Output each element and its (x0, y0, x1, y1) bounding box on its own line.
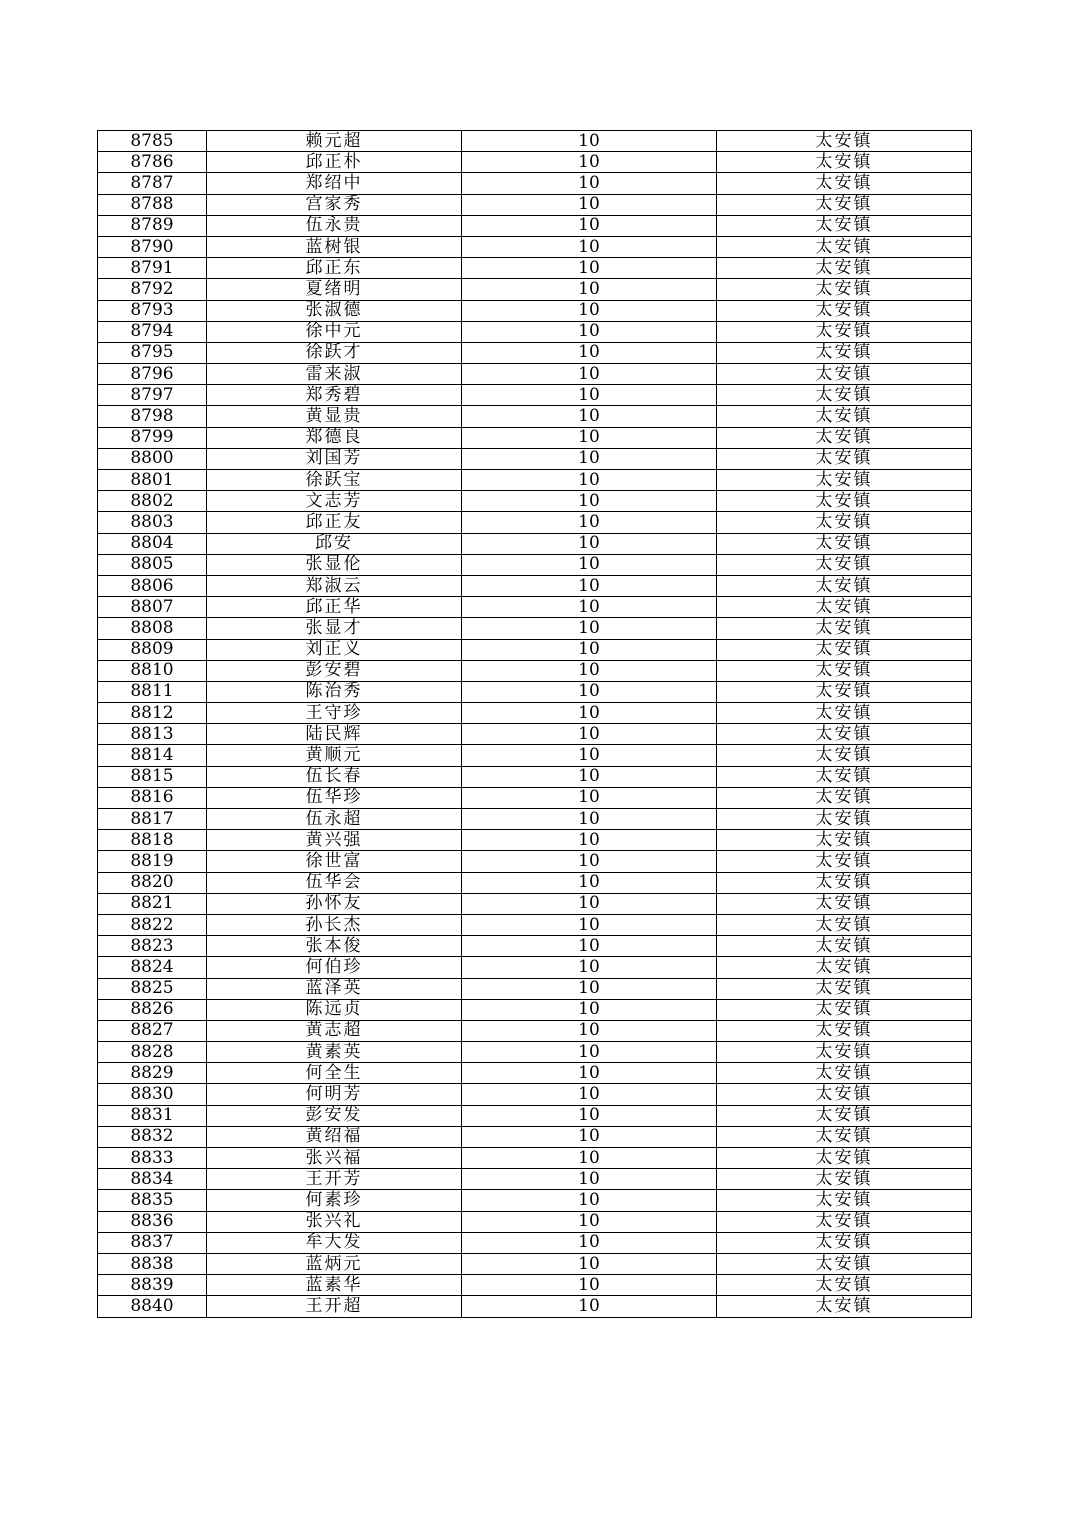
row-number-cell: 8822 (98, 914, 207, 935)
row-number-cell: 8806 (98, 575, 207, 596)
table-row (98, 1063, 972, 1084)
row-number-cell: 8818 (98, 830, 207, 851)
amount-cell: 10 (462, 194, 717, 215)
amount-cell: 10 (462, 1211, 717, 1232)
table-row (98, 681, 972, 702)
roster-table (97, 130, 972, 1318)
name-cell: 伍永超 (207, 809, 462, 830)
name-cell: 陆民辉 (207, 724, 462, 745)
table-row (98, 999, 972, 1020)
amount-cell: 10 (462, 978, 717, 999)
town-cell: 太安镇 (717, 618, 972, 639)
name-cell: 何伯珍 (207, 957, 462, 978)
town-cell: 太安镇 (717, 173, 972, 194)
name-cell: 徐跃才 (207, 342, 462, 363)
table-row (98, 533, 972, 554)
name-cell: 张显才 (207, 618, 462, 639)
row-number-cell: 8830 (98, 1084, 207, 1105)
name-cell: 陈远贞 (207, 999, 462, 1020)
table-row (98, 1296, 972, 1317)
town-cell: 太安镇 (717, 533, 972, 554)
name-cell: 王守珍 (207, 703, 462, 724)
town-cell: 太安镇 (717, 851, 972, 872)
amount-cell: 10 (462, 936, 717, 957)
town-cell: 太安镇 (717, 957, 972, 978)
amount-cell: 10 (462, 427, 717, 448)
table-row (98, 385, 972, 406)
town-cell: 太安镇 (717, 1211, 972, 1232)
name-cell: 邱正东 (207, 258, 462, 279)
name-cell: 黄绍福 (207, 1126, 462, 1147)
town-cell: 太安镇 (717, 660, 972, 681)
town-cell: 太安镇 (717, 809, 972, 830)
name-cell: 孙怀友 (207, 893, 462, 914)
row-number-cell: 8793 (98, 300, 207, 321)
town-cell: 太安镇 (717, 914, 972, 935)
name-cell: 张兴福 (207, 1148, 462, 1169)
amount-cell: 10 (462, 957, 717, 978)
town-cell: 太安镇 (717, 1084, 972, 1105)
amount-cell: 10 (462, 1084, 717, 1105)
town-cell: 太安镇 (717, 1232, 972, 1253)
table-row (98, 872, 972, 893)
name-cell: 黄志超 (207, 1020, 462, 1041)
table-row (98, 448, 972, 469)
town-cell: 太安镇 (717, 787, 972, 808)
row-number-cell: 8803 (98, 512, 207, 533)
town-cell: 太安镇 (717, 703, 972, 724)
amount-cell: 10 (462, 1148, 717, 1169)
row-number-cell: 8833 (98, 1148, 207, 1169)
table-row (98, 1105, 972, 1126)
amount-cell: 10 (462, 703, 717, 724)
name-cell: 黄显贵 (207, 406, 462, 427)
town-cell: 太安镇 (717, 300, 972, 321)
town-cell: 太安镇 (717, 470, 972, 491)
name-cell: 何全生 (207, 1063, 462, 1084)
town-cell: 太安镇 (717, 1020, 972, 1041)
name-cell: 邱安 (207, 533, 462, 554)
town-cell: 太安镇 (717, 554, 972, 575)
town-cell: 太安镇 (717, 936, 972, 957)
amount-cell: 10 (462, 533, 717, 554)
name-cell: 王开芳 (207, 1169, 462, 1190)
name-cell: 宫家秀 (207, 194, 462, 215)
town-cell: 太安镇 (717, 597, 972, 618)
amount-cell: 10 (462, 872, 717, 893)
amount-cell: 10 (462, 385, 717, 406)
amount-cell: 10 (462, 1296, 717, 1317)
name-cell: 张淑德 (207, 300, 462, 321)
amount-cell: 10 (462, 639, 717, 660)
name-cell: 郑德良 (207, 427, 462, 448)
table-row (98, 131, 972, 152)
row-number-cell: 8785 (98, 131, 207, 152)
row-number-cell: 8799 (98, 427, 207, 448)
town-cell: 太安镇 (717, 194, 972, 215)
town-cell: 太安镇 (717, 1253, 972, 1274)
row-number-cell: 8791 (98, 258, 207, 279)
row-number-cell: 8835 (98, 1190, 207, 1211)
town-cell: 太安镇 (717, 1042, 972, 1063)
amount-cell: 10 (462, 342, 717, 363)
amount-cell: 10 (462, 893, 717, 914)
row-number-cell: 8824 (98, 957, 207, 978)
name-cell: 伍华会 (207, 872, 462, 893)
table-row (98, 978, 972, 999)
row-number-cell: 8816 (98, 787, 207, 808)
town-cell: 太安镇 (717, 766, 972, 787)
town-cell: 太安镇 (717, 1275, 972, 1296)
amount-cell: 10 (462, 1253, 717, 1274)
table-row (98, 1275, 972, 1296)
row-number-cell: 8801 (98, 470, 207, 491)
name-cell: 雷来淑 (207, 364, 462, 385)
row-number-cell: 8831 (98, 1105, 207, 1126)
town-cell: 太安镇 (717, 724, 972, 745)
name-cell: 郑绍中 (207, 173, 462, 194)
table-row (98, 1148, 972, 1169)
amount-cell: 10 (462, 470, 717, 491)
table-row (98, 512, 972, 533)
roster-table-body (98, 131, 972, 1318)
table-row (98, 1232, 972, 1253)
row-number-cell: 8804 (98, 533, 207, 554)
row-number-cell: 8825 (98, 978, 207, 999)
amount-cell: 10 (462, 914, 717, 935)
table-row (98, 787, 972, 808)
row-number-cell: 8813 (98, 724, 207, 745)
town-cell: 太安镇 (717, 1148, 972, 1169)
town-cell: 太安镇 (717, 385, 972, 406)
amount-cell: 10 (462, 618, 717, 639)
name-cell: 赖元超 (207, 131, 462, 152)
row-number-cell: 8795 (98, 342, 207, 363)
amount-cell: 10 (462, 173, 717, 194)
town-cell: 太安镇 (717, 872, 972, 893)
table-row (98, 851, 972, 872)
name-cell: 徐中元 (207, 321, 462, 342)
town-cell: 太安镇 (717, 152, 972, 173)
table-row (98, 491, 972, 512)
amount-cell: 10 (462, 1063, 717, 1084)
town-cell: 太安镇 (717, 215, 972, 236)
row-number-cell: 8838 (98, 1253, 207, 1274)
amount-cell: 10 (462, 1190, 717, 1211)
town-cell: 太安镇 (717, 1126, 972, 1147)
row-number-cell: 8798 (98, 406, 207, 427)
town-cell: 太安镇 (717, 491, 972, 512)
row-number-cell: 8794 (98, 321, 207, 342)
name-cell: 伍华珍 (207, 787, 462, 808)
table-row (98, 1211, 972, 1232)
amount-cell: 10 (462, 809, 717, 830)
amount-cell: 10 (462, 491, 717, 512)
table-row (98, 830, 972, 851)
row-number-cell: 8787 (98, 173, 207, 194)
row-number-cell: 8807 (98, 597, 207, 618)
name-cell: 张兴礼 (207, 1211, 462, 1232)
row-number-cell: 8821 (98, 893, 207, 914)
name-cell: 刘国芳 (207, 448, 462, 469)
row-number-cell: 8812 (98, 703, 207, 724)
town-cell: 太安镇 (717, 575, 972, 596)
row-number-cell: 8809 (98, 639, 207, 660)
town-cell: 太安镇 (717, 279, 972, 300)
town-cell: 太安镇 (717, 1169, 972, 1190)
amount-cell: 10 (462, 152, 717, 173)
table-row (98, 1169, 972, 1190)
amount-cell: 10 (462, 279, 717, 300)
table-row (98, 1126, 972, 1147)
row-number-cell: 8789 (98, 215, 207, 236)
table-row (98, 1042, 972, 1063)
row-number-cell: 8823 (98, 936, 207, 957)
row-number-cell: 8834 (98, 1169, 207, 1190)
row-number-cell: 8796 (98, 364, 207, 385)
name-cell: 蓝素华 (207, 1275, 462, 1296)
name-cell: 孙长杰 (207, 914, 462, 935)
amount-cell: 10 (462, 787, 717, 808)
name-cell: 夏绪明 (207, 279, 462, 300)
row-number-cell: 8832 (98, 1126, 207, 1147)
town-cell: 太安镇 (717, 131, 972, 152)
table-row (98, 766, 972, 787)
table-row (98, 173, 972, 194)
amount-cell: 10 (462, 999, 717, 1020)
amount-cell: 10 (462, 131, 717, 152)
row-number-cell: 8790 (98, 236, 207, 257)
amount-cell: 10 (462, 512, 717, 533)
name-cell: 文志芳 (207, 491, 462, 512)
name-cell: 郑秀碧 (207, 385, 462, 406)
table-row (98, 194, 972, 215)
name-cell: 伍永贵 (207, 215, 462, 236)
name-cell: 何明芳 (207, 1084, 462, 1105)
town-cell: 太安镇 (717, 427, 972, 448)
name-cell: 彭安发 (207, 1105, 462, 1126)
table-row (98, 215, 972, 236)
row-number-cell: 8836 (98, 1211, 207, 1232)
name-cell: 黄兴强 (207, 830, 462, 851)
row-number-cell: 8819 (98, 851, 207, 872)
table-row (98, 575, 972, 596)
row-number-cell: 8786 (98, 152, 207, 173)
row-number-cell: 8815 (98, 766, 207, 787)
table-row (98, 236, 972, 257)
row-number-cell: 8814 (98, 745, 207, 766)
table-row (98, 1020, 972, 1041)
table-row (98, 554, 972, 575)
table-row (98, 152, 972, 173)
row-number-cell: 8837 (98, 1232, 207, 1253)
table-row (98, 618, 972, 639)
town-cell: 太安镇 (717, 830, 972, 851)
table-row (98, 321, 972, 342)
table-row (98, 703, 972, 724)
name-cell: 彭安碧 (207, 660, 462, 681)
table-row (98, 809, 972, 830)
amount-cell: 10 (462, 321, 717, 342)
town-cell: 太安镇 (717, 236, 972, 257)
amount-cell: 10 (462, 660, 717, 681)
row-number-cell: 8802 (98, 491, 207, 512)
town-cell: 太安镇 (717, 448, 972, 469)
table-row (98, 342, 972, 363)
table-row (98, 1084, 972, 1105)
amount-cell: 10 (462, 575, 717, 596)
town-cell: 太安镇 (717, 978, 972, 999)
row-number-cell: 8840 (98, 1296, 207, 1317)
row-number-cell: 8828 (98, 1042, 207, 1063)
row-number-cell: 8792 (98, 279, 207, 300)
town-cell: 太安镇 (717, 1063, 972, 1084)
row-number-cell: 8805 (98, 554, 207, 575)
name-cell: 伍长春 (207, 766, 462, 787)
row-number-cell: 8839 (98, 1275, 207, 1296)
table-row (98, 406, 972, 427)
town-cell: 太安镇 (717, 745, 972, 766)
name-cell: 王开超 (207, 1296, 462, 1317)
table-row (98, 957, 972, 978)
table-row (98, 470, 972, 491)
name-cell: 黄顺元 (207, 745, 462, 766)
name-cell: 邱正友 (207, 512, 462, 533)
name-cell: 张显伦 (207, 554, 462, 575)
amount-cell: 10 (462, 1232, 717, 1253)
name-cell: 刘正义 (207, 639, 462, 660)
town-cell: 太安镇 (717, 258, 972, 279)
row-number-cell: 8829 (98, 1063, 207, 1084)
table-row (98, 364, 972, 385)
name-cell: 邱正华 (207, 597, 462, 618)
name-cell: 邱正朴 (207, 152, 462, 173)
town-cell: 太安镇 (717, 1190, 972, 1211)
table-row (98, 745, 972, 766)
town-cell: 太安镇 (717, 364, 972, 385)
town-cell: 太安镇 (717, 342, 972, 363)
table-row (98, 914, 972, 935)
row-number-cell: 8797 (98, 385, 207, 406)
amount-cell: 10 (462, 1275, 717, 1296)
name-cell: 蓝泽英 (207, 978, 462, 999)
table-row (98, 1190, 972, 1211)
table-row (98, 258, 972, 279)
town-cell: 太安镇 (717, 321, 972, 342)
table-row (98, 427, 972, 448)
table-row (98, 279, 972, 300)
town-cell: 太安镇 (717, 406, 972, 427)
amount-cell: 10 (462, 554, 717, 575)
row-number-cell: 8810 (98, 660, 207, 681)
town-cell: 太安镇 (717, 1105, 972, 1126)
name-cell: 徐世富 (207, 851, 462, 872)
amount-cell: 10 (462, 1020, 717, 1041)
name-cell: 张本俊 (207, 936, 462, 957)
row-number-cell: 8827 (98, 1020, 207, 1041)
row-number-cell: 8817 (98, 809, 207, 830)
amount-cell: 10 (462, 766, 717, 787)
name-cell: 蓝树银 (207, 236, 462, 257)
amount-cell: 10 (462, 724, 717, 745)
row-number-cell: 8788 (98, 194, 207, 215)
amount-cell: 10 (462, 258, 717, 279)
row-number-cell: 8820 (98, 872, 207, 893)
name-cell: 何素珍 (207, 1190, 462, 1211)
amount-cell: 10 (462, 681, 717, 702)
name-cell: 黄素英 (207, 1042, 462, 1063)
name-cell: 牟大发 (207, 1232, 462, 1253)
table-row (98, 893, 972, 914)
table-row (98, 639, 972, 660)
table-row (98, 597, 972, 618)
town-cell: 太安镇 (717, 681, 972, 702)
amount-cell: 10 (462, 1126, 717, 1147)
town-cell: 太安镇 (717, 893, 972, 914)
amount-cell: 10 (462, 236, 717, 257)
town-cell: 太安镇 (717, 512, 972, 533)
table-row (98, 936, 972, 957)
name-cell: 郑淑云 (207, 575, 462, 596)
amount-cell: 10 (462, 215, 717, 236)
amount-cell: 10 (462, 300, 717, 321)
amount-cell: 10 (462, 1169, 717, 1190)
table-row (98, 724, 972, 745)
amount-cell: 10 (462, 830, 717, 851)
row-number-cell: 8800 (98, 448, 207, 469)
town-cell: 太安镇 (717, 999, 972, 1020)
amount-cell: 10 (462, 1042, 717, 1063)
table-row (98, 1253, 972, 1274)
row-number-cell: 8811 (98, 681, 207, 702)
amount-cell: 10 (462, 597, 717, 618)
row-number-cell: 8808 (98, 618, 207, 639)
amount-cell: 10 (462, 406, 717, 427)
town-cell: 太安镇 (717, 1296, 972, 1317)
table-row (98, 300, 972, 321)
amount-cell: 10 (462, 851, 717, 872)
name-cell: 蓝炳元 (207, 1253, 462, 1274)
town-cell: 太安镇 (717, 639, 972, 660)
amount-cell: 10 (462, 745, 717, 766)
amount-cell: 10 (462, 448, 717, 469)
name-cell: 陈治秀 (207, 681, 462, 702)
table-row (98, 660, 972, 681)
row-number-cell: 8826 (98, 999, 207, 1020)
amount-cell: 10 (462, 1105, 717, 1126)
name-cell: 徐跃宝 (207, 470, 462, 491)
amount-cell: 10 (462, 364, 717, 385)
